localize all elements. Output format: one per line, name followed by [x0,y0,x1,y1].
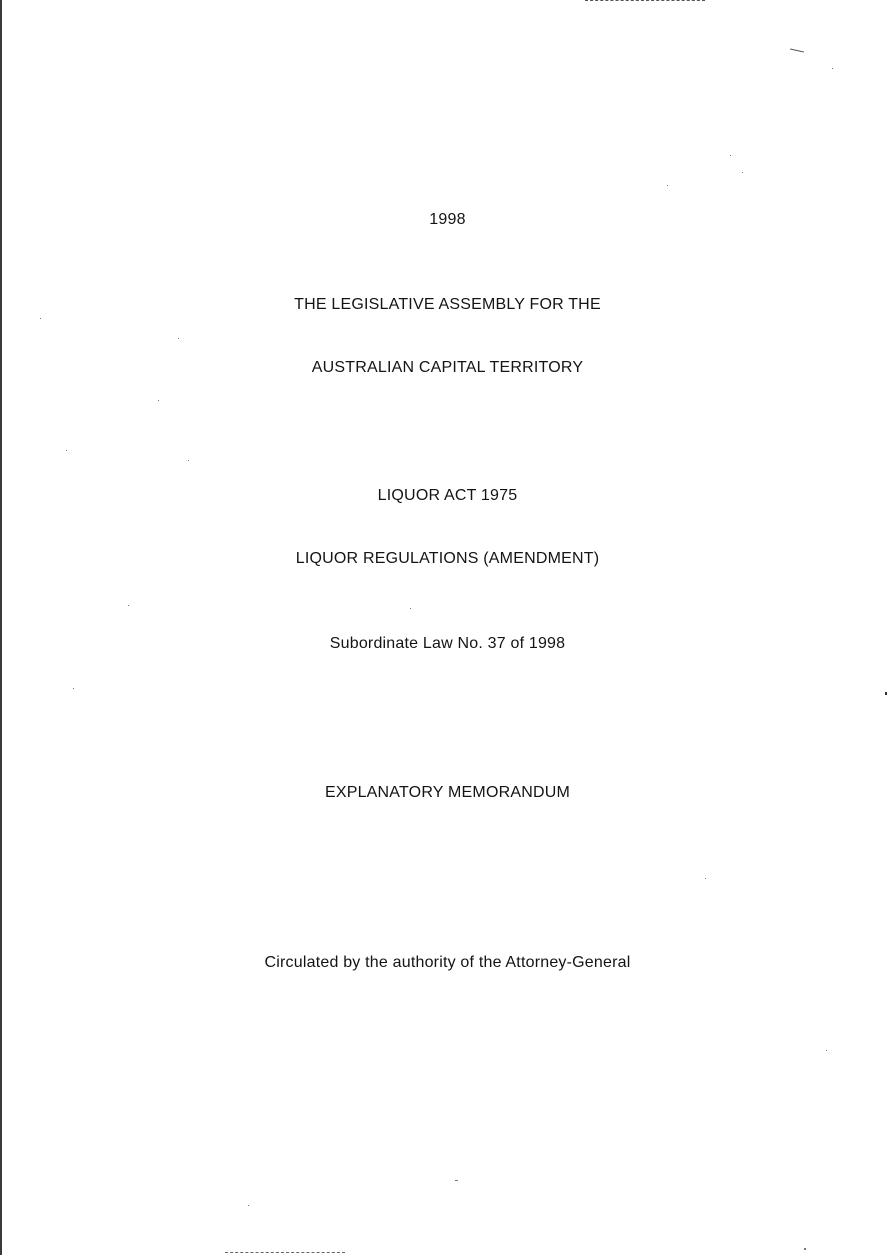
scan-speck [705,878,706,879]
assembly-heading-line-2: AUSTRALIAN CAPITAL TERRITORY [311,359,584,376]
scan-speck [730,155,731,156]
scan-speck [248,1205,249,1206]
scan-edge-top [585,0,705,1]
scan-speck [178,338,179,339]
scan-speck [73,688,74,689]
scan-speck [158,400,159,401]
scan-speck [40,318,41,319]
scan-speck [742,172,743,173]
act-title: LIQUOR ACT 1975 [377,487,518,504]
scan-speck [410,608,411,609]
scan-speck [885,692,887,695]
regulations-title: LIQUOR REGULATIONS (AMENDMENT) [295,550,600,567]
circulated-by-line: Circulated by the authority of the Attorney-General [264,954,631,971]
scan-speck [188,460,189,461]
scan-speck [455,1180,458,1181]
scan-speck [804,1248,806,1250]
scan-speck [667,185,668,186]
scan-edge-left [0,0,2,1255]
scan-speck [66,450,67,451]
scan-speck [832,68,833,69]
scan-speck [128,605,129,606]
scan-mark [790,49,804,53]
memorandum-title: EXPLANATORY MEMORANDUM [324,784,571,801]
scan-edge-bottom [225,1252,345,1253]
document-year: 1998 [429,211,466,228]
scan-speck [826,1050,827,1051]
assembly-heading-line-1: THE LEGISLATIVE ASSEMBLY FOR THE [294,296,601,313]
subordinate-law-number: Subordinate Law No. 37 of 1998 [329,635,566,652]
